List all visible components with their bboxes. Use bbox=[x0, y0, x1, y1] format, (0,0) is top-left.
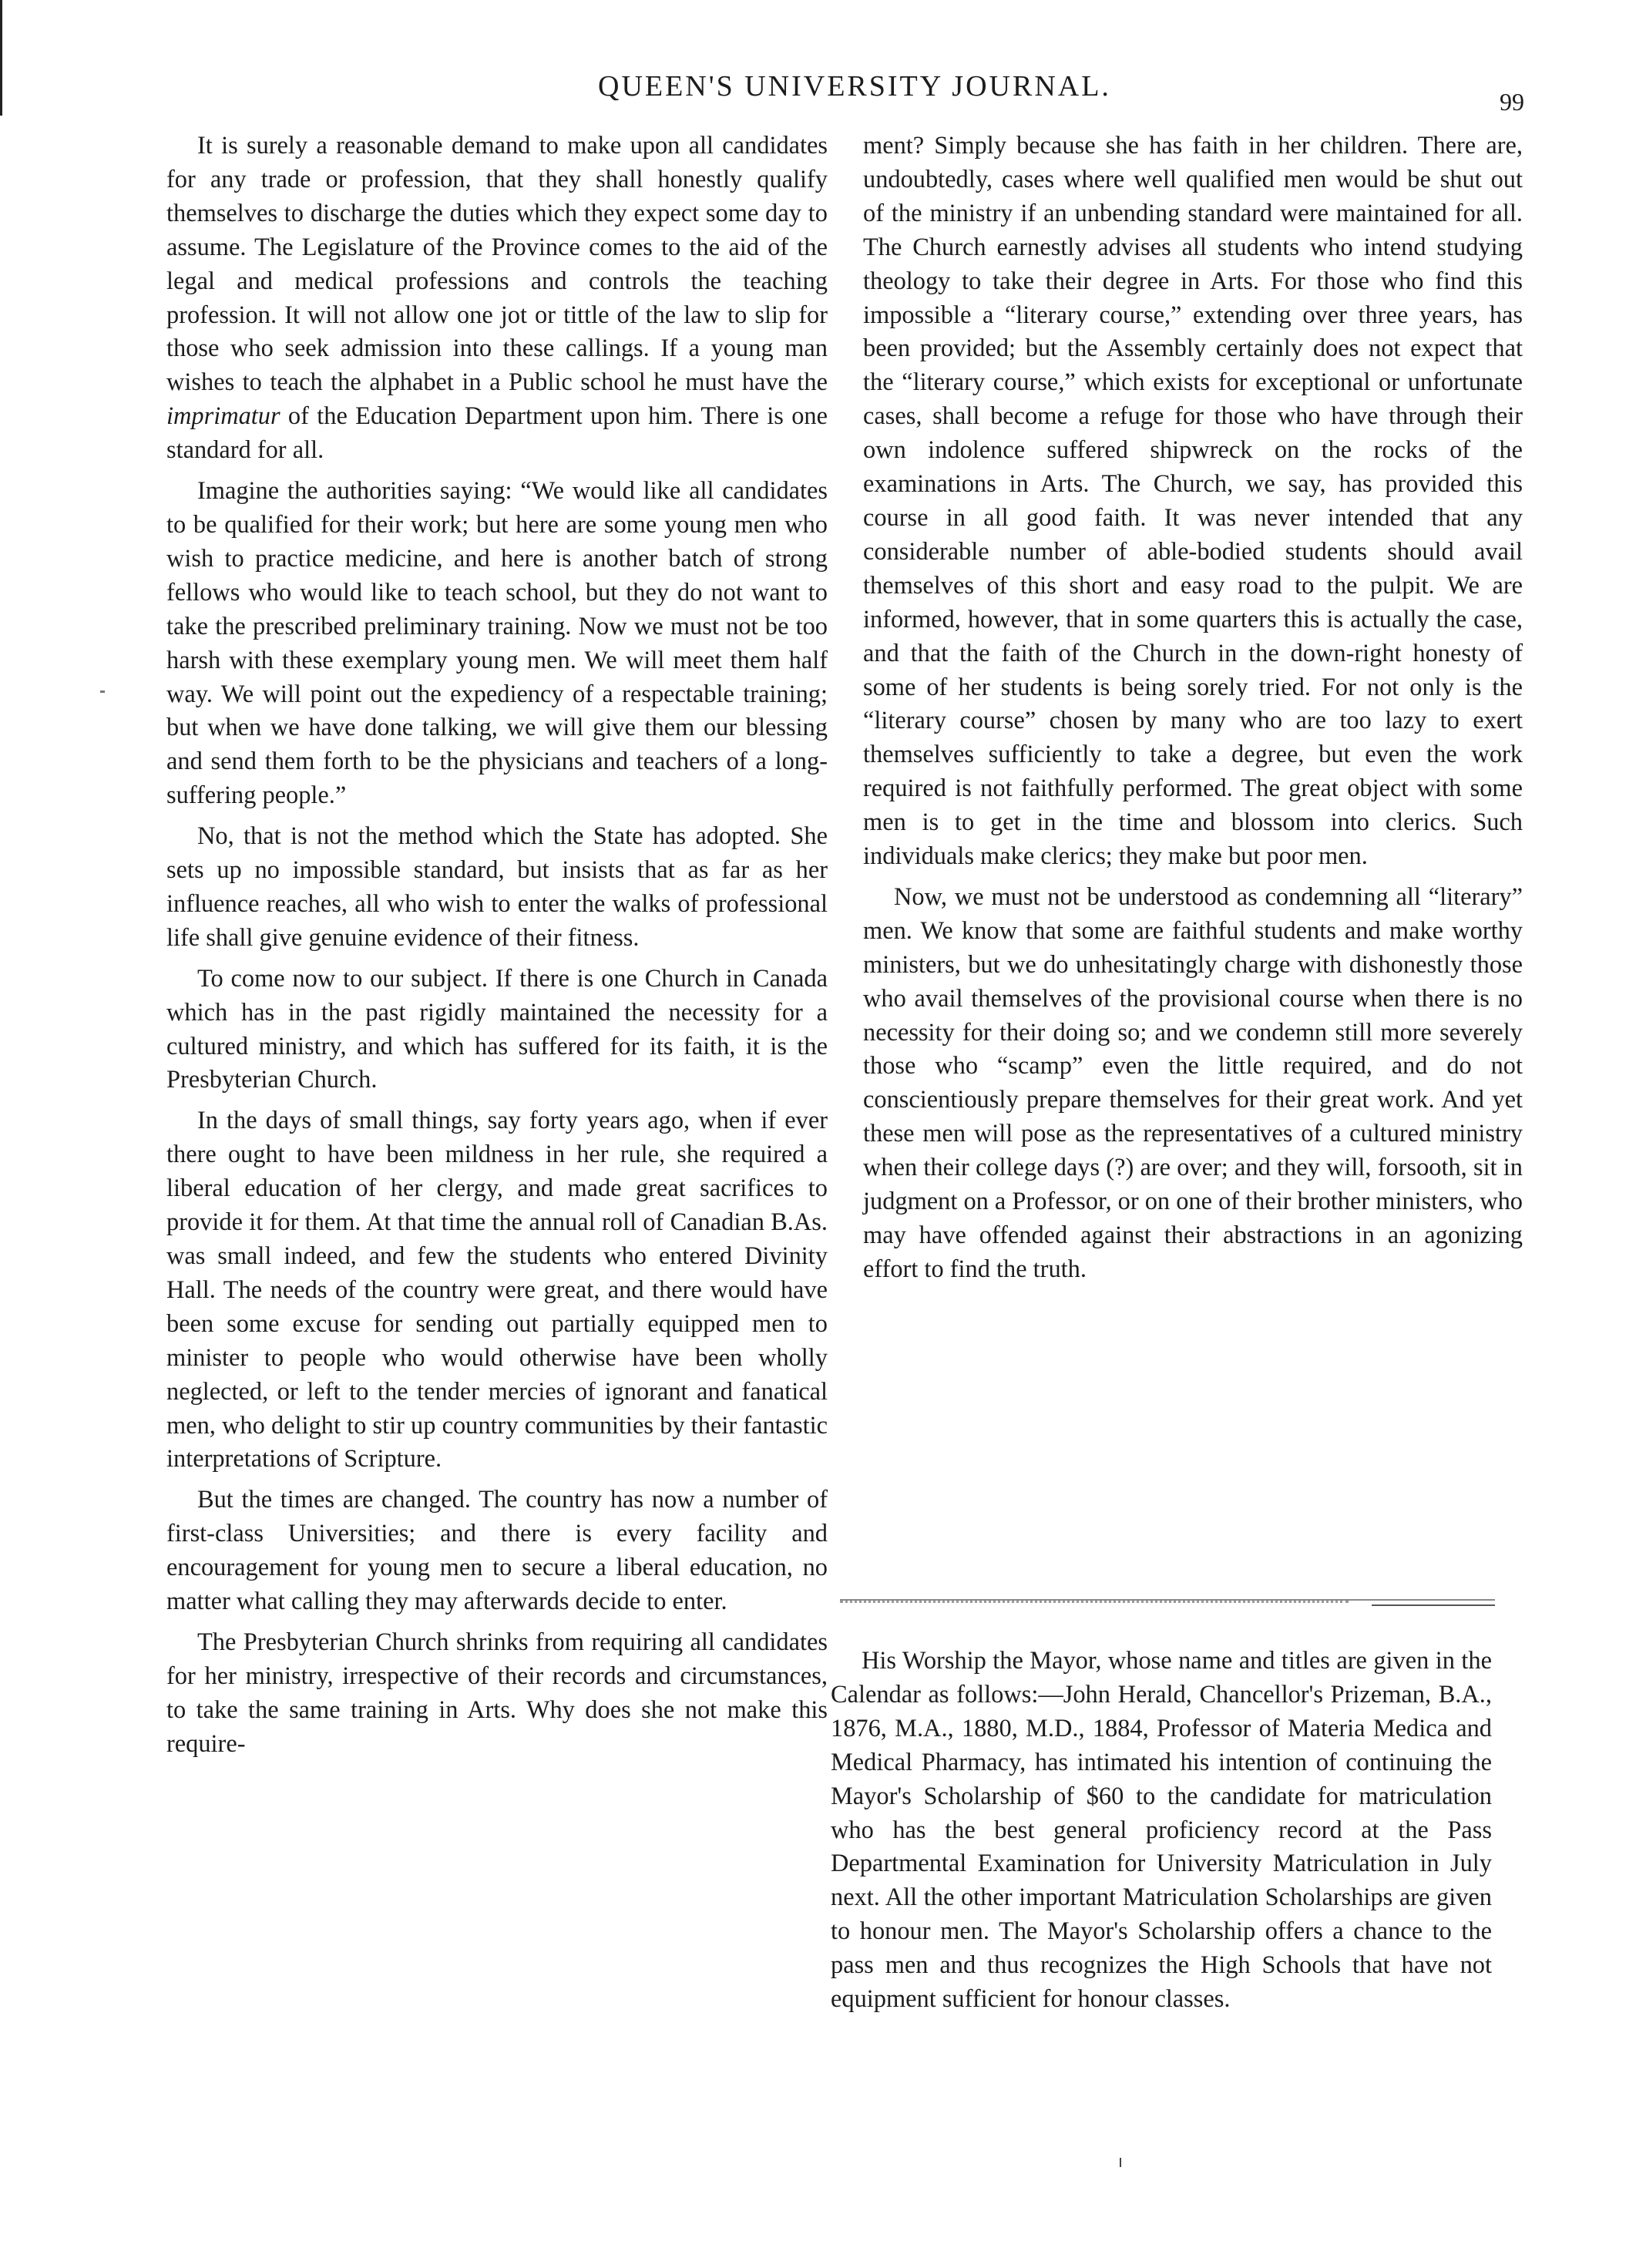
divider-dotted-rule bbox=[840, 1601, 1349, 1603]
running-title: QUEEN'S UNIVERSITY JOURNAL. bbox=[598, 70, 1111, 102]
paragraph-times-changed: But the times are changed. The country has now a number of first-class Universities; and there is every facility and encouragement for young men to secure a liberal education, no matter what calling they may afterwards decide to enter. bbox=[166, 1486, 828, 1616]
scan-edge-mark bbox=[0, 0, 2, 116]
divider-solid-rule bbox=[840, 1599, 1495, 1601]
mayor-notice bbox=[831, 1645, 1492, 2024]
paragraph-small-things: In the days of small things, say forty years ago, when if ever there ought to have been mildness in her rule, she required a liberal education of her clergy, and made great sacrifices to provide it for them. At that time the annual roll of Canadian B.As. was small indeed, and few the students who entered Divinity Hall. The needs of the country were great, and there would have been some excuse for sending out partially equipped men to minister to people who would otherwise have been wholly neglected, or left to the tender mercies of ignorant and fanatical men, who delight to stir up country communities by their fantastic interpretations of Scripture. bbox=[166, 1107, 828, 1473]
paragraph-literary-men: Now, we must not be understood as condemning all “literary” men. We know that some are faithful students and make worthy ministers, but we do unhesitatingly charge with dishonestly those who avail themselves of the provisional course when there is no necessity for their doing so; and we condemn still more severely those who “scamp” even the little required, and do not conscientiously prepare themselves for their great work. And yet these men will pose as the representatives of a cultured ministry when their college days (?) are over; and they will, forsooth, sit in judgment on a Professor, or on one of their brother ministers, who may have offended against their abstractions in an agonizing effort to find the truth. bbox=[863, 882, 1523, 1283]
paragraph-our-subject: To come now to our subject. If there is one Church in Canada which has in the past rigidly maintained the necessity for a cultured ministry, and which has suffered for its faith, it is the Presbyterian Church. bbox=[166, 964, 828, 1094]
paragraph-mayor-scholarship: His Worship the Mayor, whose name and titles are given in the Calendar as follows:—John Herald, Chancellor's Prizeman, B.A., 1876, M.A., 1880, M.D., 1884, Professor of Materia Medica and Medical Pharmacy, has intimated his intention of continuing the Mayor's Scholarship of $60 to the candidate for matriculation who has the best general proficiency record at the Pass Departmental Examination for University Matriculation in July next. All the other important Matriculation Scholarships are given to honour men. The Mayor's Scholarship offers a chance to the pass men and thus recognizes the High Schools that have not equipment sufficient for honour classes. bbox=[831, 1647, 1492, 2014]
page-number: 99 bbox=[1500, 88, 1524, 116]
right-column bbox=[863, 129, 1523, 1294]
left-column bbox=[166, 129, 828, 1769]
italic-term: imprimatur bbox=[166, 402, 280, 431]
paragraph-faith-in-children: ment? Simply because she has faith in her children. There are, undoubtedly, cases where well qualified men would be shut out of the ministry if an unbending standard were maintained for all. The Church earnestly advises all students who intend studying theology to take their degree in Arts. For those who find this impossible a “literary course,” extending over three years, has been provided; but the Assembly certainly does not expect that the “literary course,” which exists for exceptional or unfortunate cases, shall become a refuge for those who have through their own indolence suffered shipwreck on the rocks of the examinations in Arts. The Church, we say, has provided this course in all good faith. It was never intended that any considerable number of able-bodied students should avail themselves of this short and easy road to the pulpit. We are informed, however, that in some quarters this is actually the case, and that the faith of the Church in the down-right honesty of some of her students is being sorely tried. For not only is the “literary course” chosen by many who are too lazy to exert themselves sufficiently to take a degree, but even the work required is not faithfully performed. The great object with some men is to get in the time and blossom into clerics. Such individuals make clerics; they make but poor men. bbox=[863, 132, 1523, 871]
scan-speck bbox=[1120, 2158, 1121, 2167]
paragraph-state-method: No, that is not the method which the State has adopted. She sets up no impossible standard, but insists that as far as her influence reaches, all who wish to enter the walks of professional life shall give genuine evidence of their fitness. bbox=[166, 822, 828, 952]
divider-short-rule bbox=[1372, 1604, 1495, 1606]
paragraph-presbyterian-church: The Presbyterian Church shrinks from requiring all candidates for her ministry, irrespective of their records and circumstances, to take the same training in Arts. Why does she not make this require- bbox=[166, 1628, 828, 1758]
paragraph-reasonable-demand: It is surely a reasonable demand to make upon all candidates for any trade or profession, that they shall honestly qualify themselves to discharge the duties which they expect some day to assume. The Legislature of the Province comes to the aid of the legal and medical professions and controls the teaching profession. It will not allow one jot or tittle of the law to slip for those who seek admission into these callings. If a young man wishes to teach the alphabet in a Public school he must have the imprimatur of the Education Department upon him. There is one standard for all. bbox=[166, 132, 828, 465]
scan-speck bbox=[100, 690, 105, 693]
section-divider bbox=[840, 1598, 1495, 1608]
paragraph-imagine-authorities: Imagine the authorities saying: “We would like all candidates to be qualified for their work; but here are some young men who wish to practice medicine, and here is another batch of strong fellows who would like to teach school, but they do not want to take the prescribed preliminary training. Now we must not be too harsh with these exemplary young men. We will meet them half way. We will point out the expediency of a respectable training; but when we have done talking, we will give them our blessing and send them forth to be the physicians and teachers of a long-suffering people.” bbox=[166, 477, 828, 810]
